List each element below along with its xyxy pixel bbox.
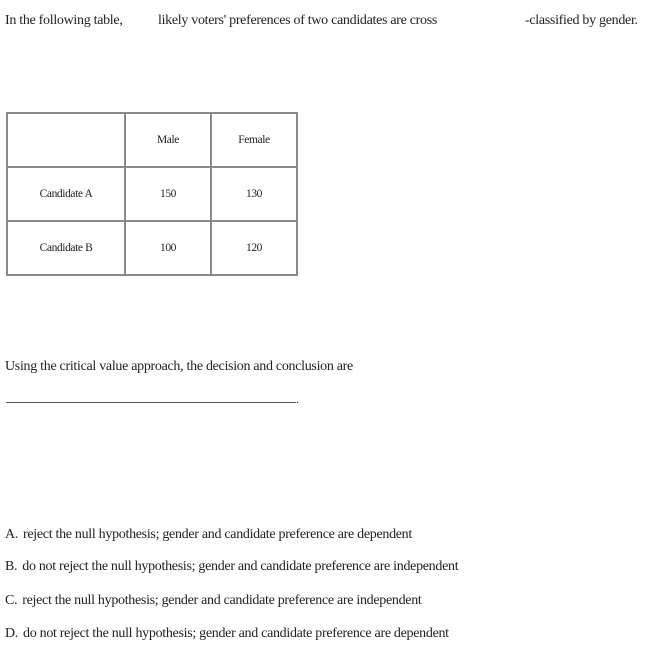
table-header-row xyxy=(7,113,297,167)
answer-choice-c[interactable] xyxy=(5,593,422,609)
answer-choice-b[interactable] xyxy=(5,559,458,575)
choice-text: do not reject the null hypothesis; gender and candidate preference are dependent xyxy=(23,626,449,641)
table-row xyxy=(7,167,297,221)
question-text: Using the critical value approach, the decision and conclusion are xyxy=(5,359,353,374)
cell-female: 130 xyxy=(211,167,297,221)
choice-letter: A. xyxy=(5,527,19,542)
header-cell-male: Male xyxy=(125,113,211,167)
cell-female: 120 xyxy=(211,221,297,275)
answer-choice-d[interactable] xyxy=(5,626,449,642)
header-cell-empty xyxy=(7,113,125,167)
choice-text: do not reject the null hypothesis; gender and candidate preference are independent xyxy=(22,559,459,574)
header-cell-female: Female xyxy=(211,113,297,167)
table-row xyxy=(7,221,297,275)
intro-text-part1: In the following table, xyxy=(5,13,123,28)
row-label: Candidate A xyxy=(7,167,125,221)
answer-blank-line xyxy=(6,402,296,403)
choice-text: reject the null hypothesis; gender and candidate preference are dependent xyxy=(23,527,412,542)
cell-male: 100 xyxy=(125,221,211,275)
intro-text-part2: likely voters' preferences of two candidates are cross xyxy=(158,13,438,28)
choice-letter: C. xyxy=(5,593,18,608)
contingency-table xyxy=(6,112,298,276)
choice-text: reject the null hypothesis; gender and candidate preference are independent xyxy=(22,593,422,608)
answer-blank-period: . xyxy=(296,392,299,406)
row-label: Candidate B xyxy=(7,221,125,275)
choice-letter: D. xyxy=(5,626,19,641)
cell-male: 150 xyxy=(125,167,211,221)
choice-letter: B. xyxy=(5,559,18,574)
answer-choice-a[interactable] xyxy=(5,527,412,543)
intro-text-part3: -classified by gender. xyxy=(525,13,638,28)
